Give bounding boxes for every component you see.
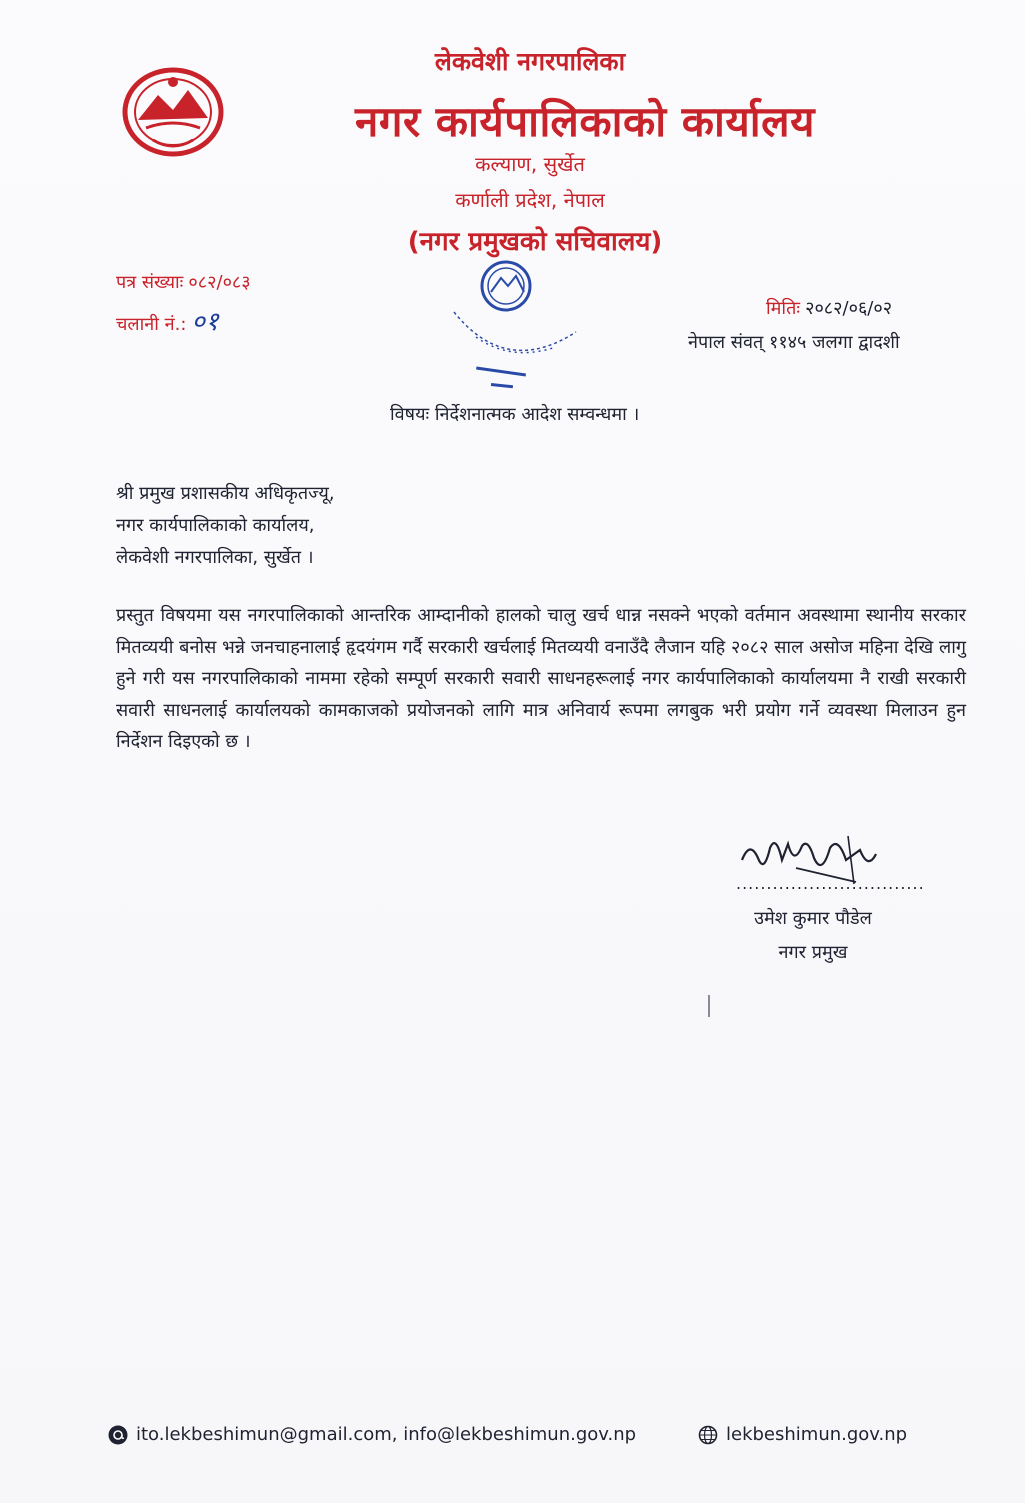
globe-icon (698, 1425, 718, 1445)
office-location: कल्याण, सुर्खेत (475, 152, 585, 176)
addressee-line: श्री प्रमुख प्रशासकीय अधिकृतज्यू, (116, 483, 335, 504)
reference-value: ०८२/०८३ (188, 272, 251, 293)
nepal-sambat-date: नेपाल संवत् ११४५ जलगा द्वादशी (688, 332, 900, 353)
signer-title: नगर प्रमुख (778, 942, 848, 963)
date-value: २०८२/०६/०२ (805, 298, 893, 319)
office-stamp-icon (436, 252, 596, 402)
signature-line: ............................... (736, 874, 925, 893)
signer-name: उमेश कुमार पौडेल (754, 908, 872, 929)
addressee-line: नगर कार्यपालिकाको कार्यालय, (116, 515, 315, 536)
date-label: मितिः (766, 298, 800, 319)
footer-website (698, 1424, 907, 1445)
dispatch-number (116, 302, 219, 338)
office-title: नगर कार्यपालिकाको कार्यालय (355, 97, 815, 146)
reference-label: पत्र संख्याः (116, 272, 184, 293)
letter-subject: विषयः निर्देशनात्मक आदेश सम्वन्धमा । (390, 404, 640, 425)
footer-website-link[interactable]: lekbeshimun.gov.np (726, 1424, 908, 1445)
letter-date (766, 296, 892, 320)
email-icon (108, 1425, 128, 1445)
addressee-block (116, 478, 335, 574)
secretariat-heading: (नगर प्रमुखको सचिवालय) (407, 227, 663, 257)
nepal-emblem-icon (118, 60, 228, 160)
municipality-name: लेकवेशी नगरपालिका (434, 47, 626, 76)
letter-body: प्रस्तुत विषयमा यस नगरपालिकाको आन्तरिक आम्दानीको हालको चालु खर्च धान्न नसक्ने भएको वर्तमान अवस्थामा स्थानीय सरकार मितव्ययी बनोस भन्ने जनचाहनालाई हृदयंगम गर्दै सरकारी खर्चलाई मितव्ययी वनाउँदै लैजान यहि २०८२ साल असोज महिना देखि लागु हुने गरी यस नगरपालिकाको नाममा रहेको सम्पूर्ण सरकारी सवारी साधनहरूलाई नगर कार्यपालिकाको कार्यालयमा नै राखी सरकारी सवारी साधनलाई कार्यालयको कामकाजको प्रयोजनको लागि मात्र अनिवार्य रूपमा लगबुक भरी प्रयोग गर्ने व्यवस्था मिलाउन हुन निर्देशन दिइएको छ । (116, 605, 966, 752)
footer-contact (108, 1424, 636, 1445)
office-province: कर्णाली प्रदेश, नेपाल (455, 188, 605, 212)
footer-emails[interactable]: ito.lekbeshimun@gmail.com, info@lekbeshimun.gov.np (136, 1424, 637, 1445)
addressee-line: लेकवेशी नगरपालिका, सुर्खेत । (116, 547, 314, 568)
dispatch-label: चलानी नं.: (116, 314, 187, 335)
pen-mark (708, 995, 710, 1017)
dispatch-value: ०१ (191, 307, 219, 337)
reference-number (116, 270, 251, 294)
